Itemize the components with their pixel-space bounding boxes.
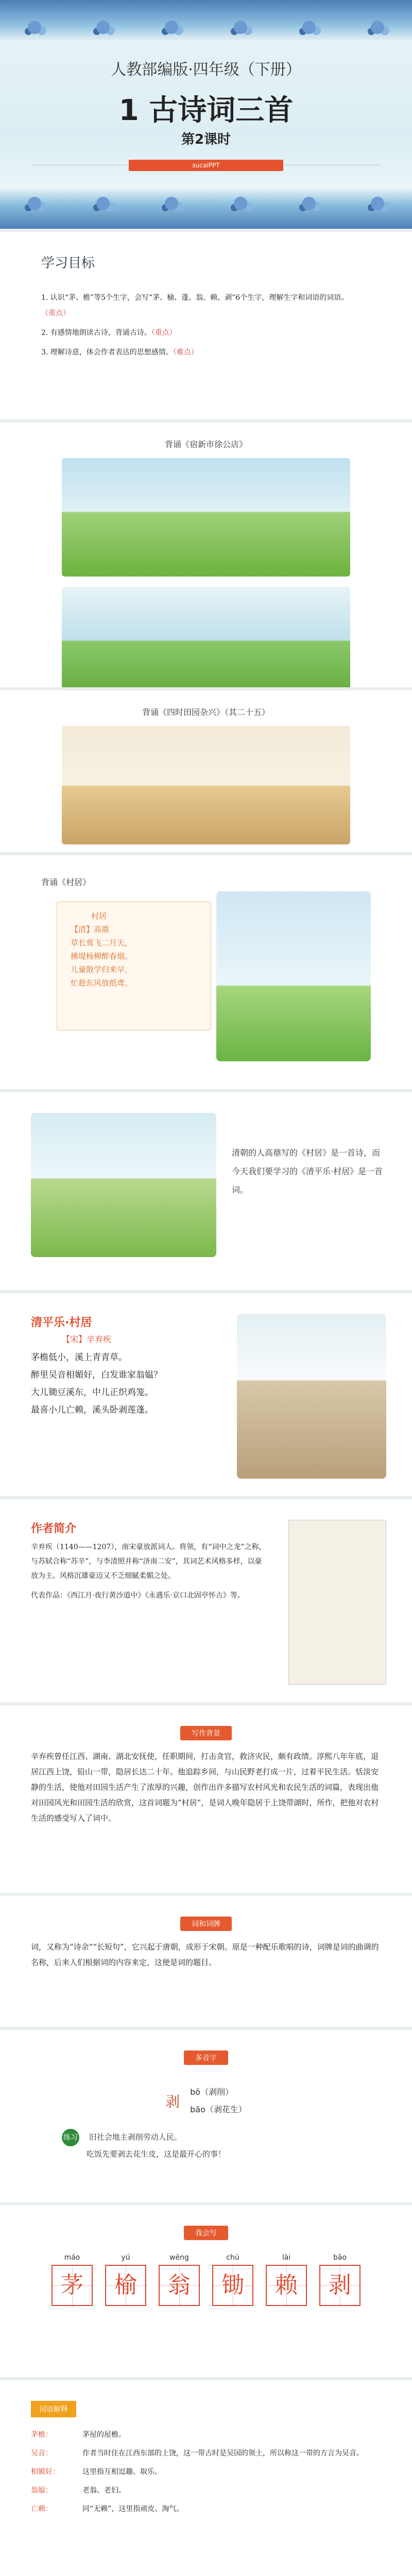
background-slide bbox=[0, 1705, 412, 1896]
write-grid bbox=[31, 2253, 381, 2306]
goal-tag: （难点） bbox=[173, 348, 198, 357]
recite-caption: 背诵《四时田园杂兴》（其二十五） bbox=[142, 707, 270, 717]
write-chars-slide bbox=[0, 2205, 412, 2380]
word-explain-slide bbox=[0, 2380, 412, 2576]
char-cell bbox=[105, 2253, 146, 2306]
poem-title: 清平乐·村居 bbox=[31, 1316, 92, 1329]
char-cell bbox=[319, 2253, 360, 2306]
goal-item bbox=[41, 325, 371, 341]
cover-slide bbox=[0, 0, 412, 232]
goals-title: 学习目标 bbox=[41, 256, 95, 271]
cover-grade: 人教部编版·四年级（下册） bbox=[111, 61, 301, 79]
char-box: 榆 bbox=[105, 2265, 146, 2306]
poem-line: 最喜小儿亡赖，溪头卧剥莲蓬。 bbox=[31, 1405, 153, 1415]
flower-decoration-bottom bbox=[0, 180, 412, 227]
word-key: 茅檐： bbox=[31, 2431, 53, 2439]
word-value: 同“无赖”，这里指顽皮、淘气。 bbox=[82, 2505, 184, 2513]
char-pinyin: lài bbox=[282, 2253, 291, 2262]
village-caption: 背诵《村居》 bbox=[41, 877, 91, 887]
char-box: 剥 bbox=[319, 2265, 360, 2306]
poem-line: 醉里吴音相媚好，白发谁家翁媪？ bbox=[31, 1370, 162, 1380]
recite-slide-2 bbox=[0, 690, 412, 855]
author-text: 辛弃疾（1140——1207），南宋豪放派词人。将领，有“词中之龙”之称，与苏轼合称“苏辛”，与李清照并称“济南二安”，其词艺术风格多样，以豪放为主。风格沉雄豪迈又不乏细腻柔媚之处。 bbox=[31, 1543, 266, 1580]
cover-subtitle: 第2课时 bbox=[181, 132, 231, 147]
polyphone-slide bbox=[0, 2030, 412, 2205]
poem-line: 【清】高鼎 bbox=[71, 925, 110, 934]
village-scene-illustration bbox=[31, 1113, 216, 1257]
word-item bbox=[31, 2502, 381, 2516]
poem-line: 大儿锄豆溪东，中儿正织鸡笼。 bbox=[31, 1387, 153, 1398]
cover-bar: sucaiPPT bbox=[129, 160, 283, 171]
polyphone-char: 剥 bbox=[165, 2093, 180, 2110]
rice-field-illustration bbox=[62, 587, 350, 690]
poem-line: 拂堤杨柳醉春烟。 bbox=[71, 952, 133, 961]
word-key: 亡赖： bbox=[31, 2505, 53, 2513]
word-form-label: 词和词牌 bbox=[180, 1917, 232, 1931]
goal-item bbox=[41, 345, 371, 360]
char-pinyin: wēng bbox=[169, 2253, 189, 2262]
word-form-text: 词，又称为“诗余”“长短句”，它兴起于唐朝，成形于宋朝。原是一种配乐歌唱的诗，词牌是词的曲调的名称，后来人们根据词的内容来定，这便是词的题目。 bbox=[31, 1942, 379, 1967]
flower-decoration-top bbox=[0, 4, 412, 50]
qingping-intro-text: 清朝的人高鼎写的《村居》是一首诗，而今天我们要学习的《清平乐·村居》是一首词。 bbox=[232, 1148, 383, 1195]
char-cell bbox=[159, 2253, 200, 2306]
background-label: 写作背景 bbox=[180, 1726, 232, 1740]
butterfly-field-illustration bbox=[62, 458, 350, 577]
char-pinyin: chú bbox=[226, 2253, 239, 2262]
village-poem-box bbox=[57, 902, 211, 1030]
full-poem-slide bbox=[0, 1293, 412, 1499]
char-box: 锄 bbox=[212, 2265, 253, 2306]
practice-line: 吃饭先要剥去花生皮，这是最开心的事！ bbox=[87, 2149, 226, 2159]
author-heading: 作者简介 bbox=[31, 1522, 77, 1535]
cover-title: 1 古诗词三首 bbox=[118, 94, 294, 127]
author-works: 代表作品：《西江月·夜行黄沙道中》《永遇乐·京口北固亭怀古》等。 bbox=[31, 1591, 245, 1600]
word-item bbox=[31, 2483, 381, 2498]
goal-tag: （重点） bbox=[41, 309, 70, 317]
word-key: 相媚好： bbox=[31, 2468, 60, 2476]
farm-family-illustration bbox=[62, 726, 350, 844]
poem-line: 忙趁东风放纸鸢。 bbox=[71, 978, 133, 988]
char-cell bbox=[52, 2253, 93, 2306]
char-box: 翁 bbox=[159, 2265, 200, 2306]
write-label: 我会写 bbox=[184, 2226, 228, 2240]
practice-tag: 练习 bbox=[62, 2129, 79, 2146]
word-value: 作者当时住在江西东部的上饶，这一带古时是吴国的领土，所以称这一带的方言为吴音。 bbox=[82, 2449, 364, 2458]
poem-line: 草长莺飞二月天， bbox=[71, 938, 133, 947]
char-pinyin: máo bbox=[64, 2253, 80, 2262]
old-couple-illustration bbox=[237, 1314, 386, 1479]
goal-text: 2. 有感情地朗读古诗，背诵古诗。 bbox=[41, 329, 151, 337]
polyphone-option: bō（剥削） bbox=[190, 2087, 234, 2097]
word-value: 老翁、老妇。 bbox=[82, 2486, 126, 2495]
poem-line: 茅檐低小，溪上青青草。 bbox=[31, 1352, 127, 1363]
word-key: 吴音： bbox=[31, 2449, 53, 2458]
poem-line: 儿童散学归来早， bbox=[71, 965, 133, 974]
author-portrait bbox=[288, 1520, 386, 1685]
goal-text: 3. 理解诗意，体会作者表达的思想感情。 bbox=[41, 348, 173, 357]
village-slide bbox=[0, 855, 412, 1092]
goal-tag: （重点） bbox=[151, 329, 177, 337]
polyphone-label: 多音字 bbox=[184, 2050, 228, 2065]
kite-children-illustration bbox=[216, 891, 371, 1061]
char-cell bbox=[212, 2253, 253, 2306]
author-slide bbox=[0, 1499, 412, 1705]
word-key: 翁媪： bbox=[31, 2486, 53, 2495]
word-item bbox=[31, 2446, 381, 2461]
goals-slide bbox=[0, 232, 412, 422]
word-value: 这里指互相逗趣、取乐。 bbox=[82, 2468, 162, 2476]
recite-slide-1 bbox=[0, 422, 412, 690]
goal-text: 1. 认识“茅、檐”等5个生字，会写“茅、榆、蓬、翁、赖、剥”6个生字，理解生字和词语的词语。 bbox=[41, 294, 349, 302]
word-item bbox=[31, 2465, 381, 2479]
word-explain-head: 词语解释 bbox=[31, 2401, 76, 2417]
word-item bbox=[31, 2428, 381, 2442]
qingping-intro-slide bbox=[0, 1092, 412, 1293]
char-box: 赖 bbox=[266, 2265, 307, 2306]
poem-author: 【宋】辛弃疾 bbox=[62, 1334, 112, 1344]
polyphone-row bbox=[31, 2083, 381, 2119]
practice-line: 旧社会地主剥削劳动人民。 bbox=[89, 2132, 182, 2142]
goal-item bbox=[41, 290, 371, 321]
char-pinyin: bāo bbox=[333, 2253, 347, 2262]
practice-block bbox=[31, 2129, 381, 2162]
word-value: 茅屋的屋檐。 bbox=[82, 2431, 126, 2439]
word-form-slide bbox=[0, 1896, 412, 2030]
char-pinyin: yú bbox=[121, 2253, 130, 2262]
poem-line: 村居 bbox=[91, 911, 107, 921]
char-box: 茅 bbox=[52, 2265, 93, 2306]
char-cell bbox=[266, 2253, 307, 2306]
background-text: 辛弃疾曾任江西、湖南、湖北安抚使，任职期间，打击贪官，救济灾民，颇有政绩。淳熙八年年底，退居江西上饶，铅山一带，隐居长达二十年。他追踪乡间，与山民野老打成一片，过着平民生活。恬淡安静的生活，使他对田园生活产生了浓厚的兴趣，创作出许多描写农村风光和农民生活的词篇，表现出他对田园风光和田园生活的欣赏，这首词题为“村居”，是词人晚年隐居于上饶带湖时，所作，把他对农村生活的感受写入了词中。 bbox=[31, 1752, 379, 1823]
polyphone-option: bāo（剥花生） bbox=[190, 2105, 247, 2114]
recite-caption: 背诵《宿新市徐公店》 bbox=[164, 439, 247, 449]
